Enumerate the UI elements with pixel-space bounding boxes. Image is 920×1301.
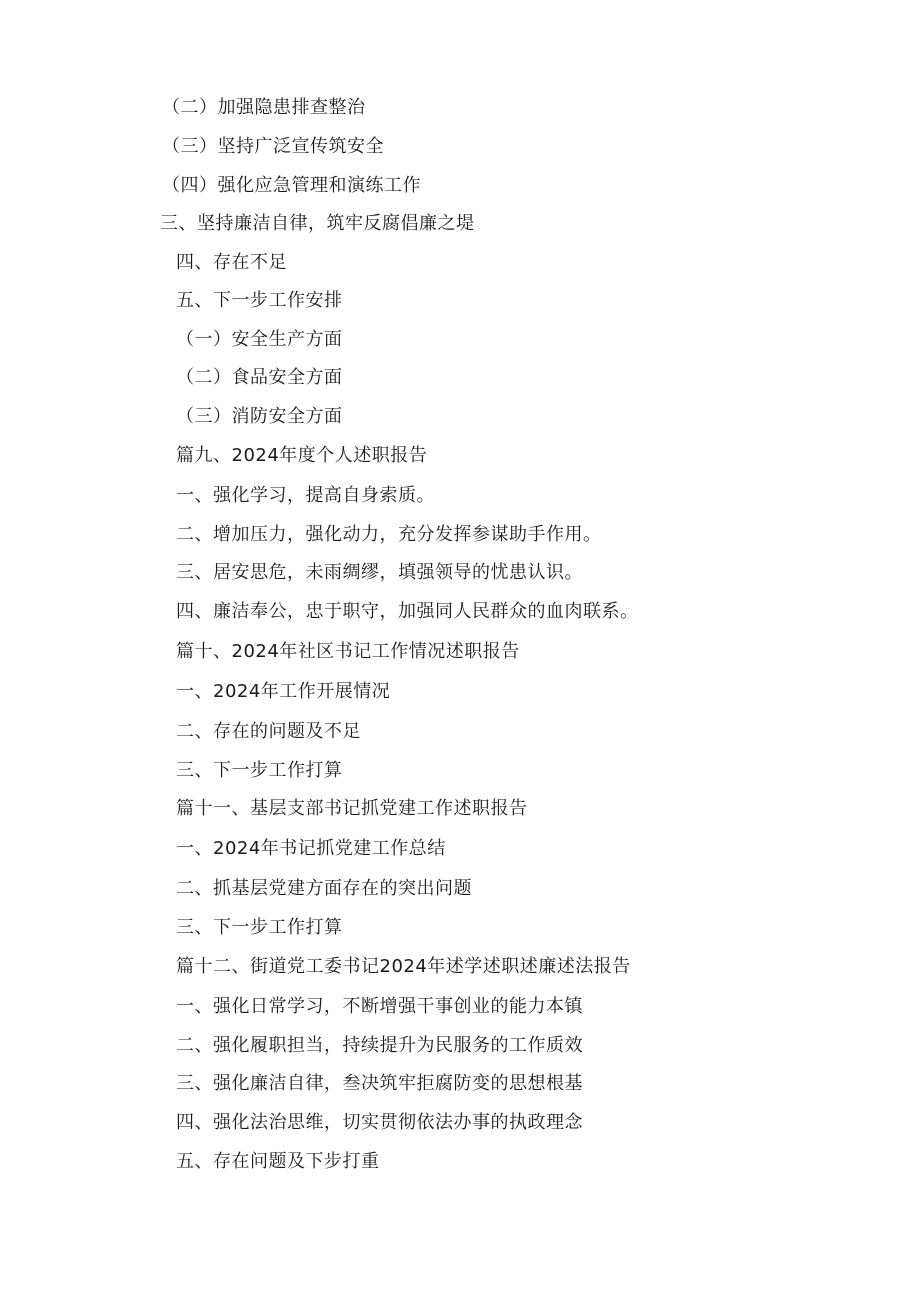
text-line: （四）强化应急管理和演练工作 [162,175,421,196]
section-heading: 篇十二、街道党工委书记2024年述学述职述廉述法报告 [176,956,631,977]
text-line: （二）加强隐患排查整治 [162,97,366,118]
text-line: 五、下一步工作安排 [176,290,343,311]
text-line: 三、居安思危，未雨绸缪，填强领导的忧患认识。 [176,562,583,583]
text-line: 四、廉洁奉公，忠于职守，加强同人民群众的血肉联系。 [176,601,639,622]
text-line: 二、强化履职担当，持续提升为民服务的工作质效 [176,1035,583,1056]
section-heading: 篇十一、基层支部书记抓党建工作述职报告 [176,798,528,819]
text-line: 二、抓基层党建方面存在的突出问题 [176,878,472,899]
text-line: 一、强化日常学习，不断增强干事创业的能力本镇 [176,996,583,1017]
text-line: 三、下一步工作打算 [176,760,343,781]
text-line: 二、增加压力，强化动力，充分发挥参谋助手作用。 [176,524,602,545]
text-line: 三、下一步工作打算 [176,917,343,938]
text-line: 一、2024年工作开展情况 [176,681,391,702]
section-heading: 篇十、2024年社区书记工作情况述职报告 [176,641,520,662]
text-line: （三）消防安全方面 [176,406,343,427]
text-line: 一、2024年书记抓党建工作总结 [176,838,446,859]
text-line: （一）安全生产方面 [176,329,343,350]
text-line: 二、存在的问题及不足 [176,721,361,742]
text-line: 三、强化廉洁自律，叁决筑牢拒腐防变的思想根基 [176,1073,583,1094]
text-line: 一、强化学习，提高自身索质。 [176,485,435,506]
text-line: 四、存在不足 [176,252,287,273]
text-line: 五、存在问题及下步打重 [176,1151,380,1172]
text-line: 四、强化法治思维，切实贯彻依法办事的执政理念 [176,1112,583,1133]
section-heading: 篇九、2024年度个人述职报告 [176,445,428,466]
text-line: （三）坚持广泛宣传筑安全 [162,136,384,157]
text-line: （二）食品安全方面 [176,367,343,388]
text-line: 三、坚持廉洁自律，筑牢反腐倡廉之堤 [160,213,475,234]
